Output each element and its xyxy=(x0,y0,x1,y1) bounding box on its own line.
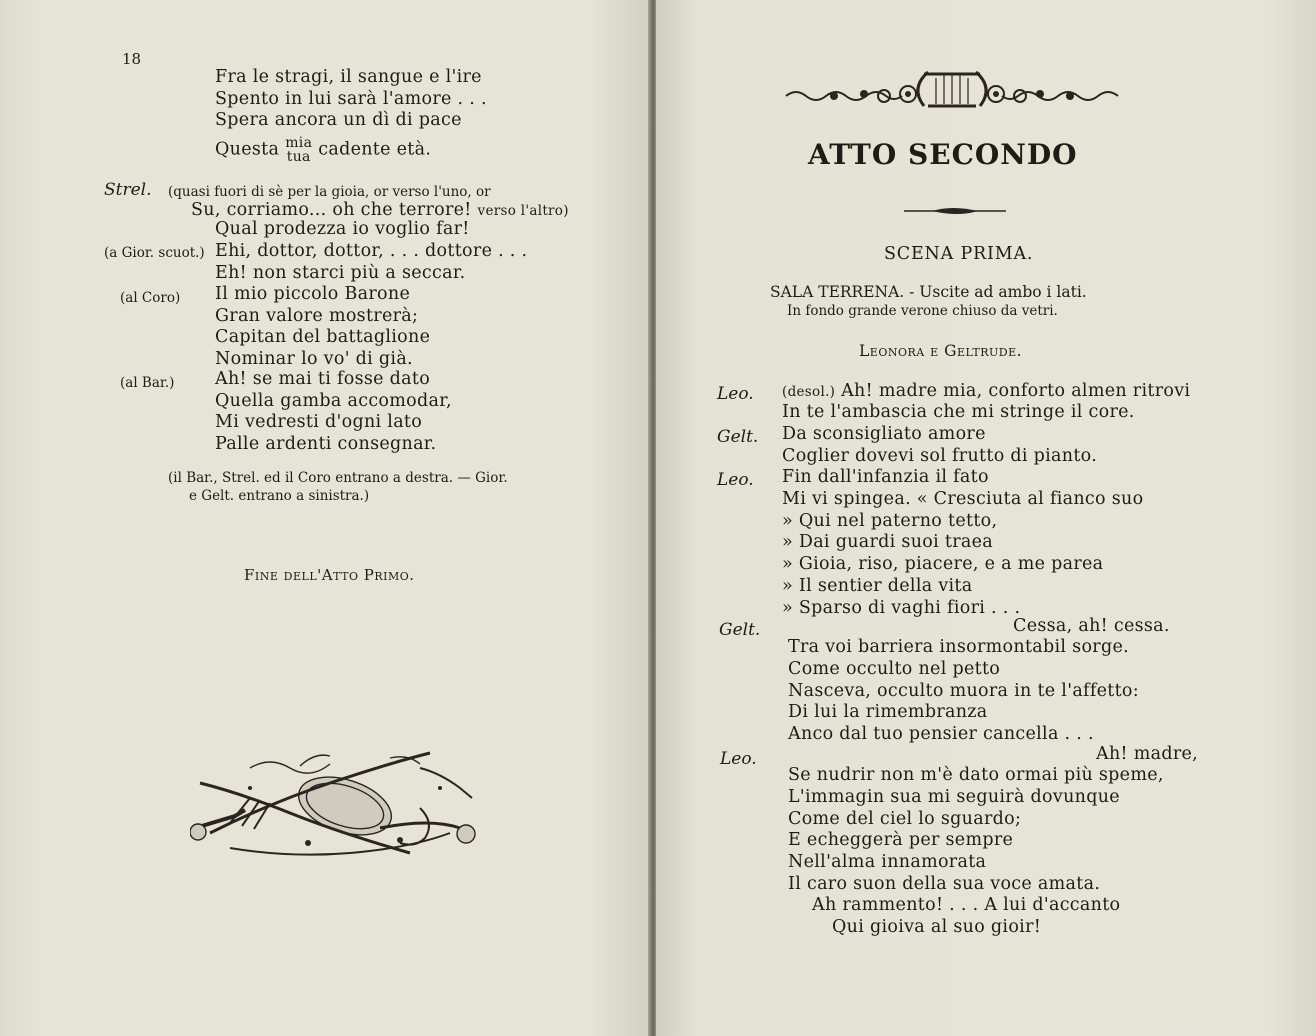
verse-line: Nominar lo vo' di già. xyxy=(215,348,413,369)
stage-direction: (a Gior. scuot.) xyxy=(104,245,205,261)
gelt-verses xyxy=(788,637,1139,746)
verse-line: Il mio piccolo Barone xyxy=(215,284,411,304)
verse-line: Fra le stragi, il sangue e l'ire xyxy=(215,67,482,87)
verse-line: » Dai guardi suoi traea xyxy=(782,532,993,553)
setting-line: In fondo grande verone chiuso da vetri. xyxy=(787,303,1058,319)
verse-line: Gran valore mostrerà; xyxy=(215,305,419,326)
page-number: 18 xyxy=(122,50,142,68)
verse-line: Ah! madre, xyxy=(1096,744,1199,764)
right-page xyxy=(656,0,1316,1036)
leo-verses-indented xyxy=(812,895,1120,939)
speaker-leo: Leo. xyxy=(717,384,754,404)
verse-line: Capitan del battaglione xyxy=(215,327,431,348)
speaker-strel: Strel. xyxy=(104,180,152,200)
verse-line: » Qui nel paterno tetto, xyxy=(782,510,998,531)
act-title: ATTO SECONDO xyxy=(808,138,1078,171)
verse-line: Spera ancora un dì di pace xyxy=(215,110,462,131)
verse-line: Qual prodezza io voglio far! xyxy=(215,219,470,239)
stage-direction: (il Bar., Strel. ed il Coro entrano a destra. — Gior. xyxy=(168,470,508,486)
verse-line xyxy=(782,381,1190,401)
verse-line: Il caro suon della sua voce amata. xyxy=(788,873,1101,894)
stage-direction: (al Coro) xyxy=(120,290,181,306)
stage-direction: (desol.) xyxy=(782,384,836,400)
verse-line: Qui gioiva al suo gioir! xyxy=(832,916,1042,937)
verse-line: Palle ardenti consegnar. xyxy=(215,433,437,454)
verse-line: Nell'alma innamorata xyxy=(788,852,987,873)
setting-line: SALA TERRENA. - Uscite ad ambo i lati. xyxy=(770,283,1087,301)
speaker-leo: Leo. xyxy=(717,470,754,490)
stage-direction: (al Bar.) xyxy=(120,375,175,391)
opening-verses xyxy=(215,67,487,132)
verse-line: Ah! se mai ti fosse dato xyxy=(215,369,431,389)
stage-direction: (quasi fuori di sè per la gioia, or verso l'uno, or xyxy=(168,184,491,200)
verse-line: Coglier dovevi sol frutto di pianto. xyxy=(782,445,1098,466)
alt-lower: tua xyxy=(286,149,311,165)
speaker-leo: Leo. xyxy=(720,749,757,769)
gelt-verses xyxy=(782,424,1097,468)
verse-line: » Il sentier della vita xyxy=(782,575,973,596)
verse-line: Fin dall'infanzia il fato xyxy=(782,467,989,487)
character-list: Leonora e Geltrude. xyxy=(859,342,1023,360)
verse-line: Di lui la rimembranza xyxy=(788,702,988,723)
verse-line: Ah rammento! . . . A lui d'accanto xyxy=(812,895,1121,915)
verse-text: Ah! madre mia, conforto almen ritrovi xyxy=(841,381,1191,401)
verse-line: Ehi, dottor, dottor, . . . dottore . . . xyxy=(215,241,528,261)
verse-line xyxy=(191,200,569,220)
verse-line: Mi vi spingea. « Cresciuta al fianco suo xyxy=(782,488,1144,509)
verse-line: Nasceva, occulto muora in te l'affetto: xyxy=(788,680,1139,701)
verse-line: Se nudrir non m'è dato ormai più speme, xyxy=(788,765,1164,785)
verse-line: Spento in lui sarà l'amore . . . xyxy=(215,88,487,109)
musical-instruments-vignette-icon xyxy=(190,748,480,868)
verse-line: » Gioia, riso, piacere, e a me parea xyxy=(782,554,1104,575)
end-of-act: Fine dell'Atto Primo. xyxy=(244,566,415,584)
leo-verses xyxy=(782,467,1143,620)
scene-title: SCENA PRIMA. xyxy=(884,244,1034,264)
bar-verses xyxy=(215,369,452,455)
questa-line xyxy=(215,136,431,164)
coro-verses xyxy=(215,284,430,370)
stage-direction: verso l'altro) xyxy=(477,203,569,219)
left-page xyxy=(0,0,652,1036)
speaker-gelt: Gelt. xyxy=(717,427,759,447)
verse-line: In te l'ambascia che mi stringe il core. xyxy=(782,402,1135,422)
speaker-gelt: Gelt. xyxy=(719,620,761,640)
verse-line: Cessa, ah! cessa. xyxy=(1013,616,1170,636)
verse-line: Eh! non starci più a seccar. xyxy=(215,263,466,283)
verse-line: L'immagin sua mi seguirà dovunque xyxy=(788,786,1120,807)
dash-rule-ornament-icon xyxy=(902,205,1008,217)
verse-line: E echeggerà per sempre xyxy=(788,830,1014,851)
verse-word: Questa xyxy=(215,139,280,160)
verse-line: Da sconsigliato amore xyxy=(782,424,986,444)
verse-line: Mi vedresti d'ogni lato xyxy=(215,412,423,433)
verse-text: Su, corriamo... oh che terrore! xyxy=(191,200,472,220)
verse-line: Come occulto nel petto xyxy=(788,658,1001,679)
lyre-scroll-ornament-icon xyxy=(784,66,1120,114)
leo-verses xyxy=(788,765,1164,896)
verse-line: Quella gamba accomodar, xyxy=(215,390,452,411)
verse-line: Come del ciel lo sguardo; xyxy=(788,808,1022,829)
verse-line: Anco dal tuo pensier cancella . . . xyxy=(788,724,1094,745)
alt-upper: mia xyxy=(285,135,313,151)
verse-line: » Sparso di vaghi fiori . . . xyxy=(782,597,1021,618)
verse-line: Tra voi barriera insormontabil sorge. xyxy=(788,637,1129,657)
verse-word: cadente età. xyxy=(318,139,432,160)
stage-direction: e Gelt. entrano a sinistra.) xyxy=(189,488,370,504)
alternative-reading xyxy=(285,136,312,164)
